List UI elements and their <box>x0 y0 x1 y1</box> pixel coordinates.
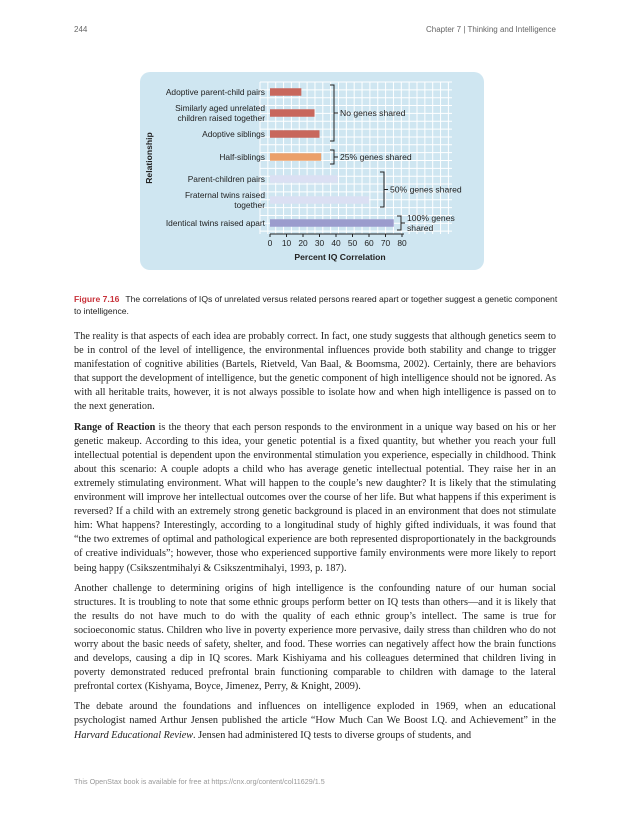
journal-title: Harvard Educational Review <box>74 729 194 741</box>
paragraph-4-text: The debate around the foundations and influences on intelligence exploded in 1969, when an educational psychologist named Arthur Jensen published the article “How Much Can We Boost I.Q. and Achievement” in the <box>74 701 556 727</box>
category-label: Adoptive siblings <box>202 129 265 139</box>
bar <box>270 88 301 96</box>
x-tick-label: 20 <box>298 238 308 248</box>
bar <box>270 196 369 204</box>
page-header <box>74 25 556 37</box>
figure-label: Figure 7.16 <box>74 294 120 304</box>
x-tick-label: 30 <box>314 238 325 248</box>
category-label: Fraternal twins raised together <box>184 189 265 211</box>
bar <box>270 175 338 183</box>
group-label: 25% genes shared <box>340 152 412 162</box>
x-axis-title: Percent IQ Correlation <box>294 252 386 262</box>
category-label: Parent-children pairs <box>187 174 265 184</box>
figure-caption <box>74 293 564 317</box>
x-tick-label: 70 <box>380 238 391 248</box>
category-label: Similarly aged unrelated children raised together <box>175 102 265 124</box>
group-label: 50% genes shared <box>390 184 462 195</box>
bar <box>270 219 394 227</box>
page-number: 244 <box>74 25 88 34</box>
paragraph-4-text-end: . Jensen had administered IQ tests to diverse groups of students, and <box>193 729 472 741</box>
bar <box>270 153 321 161</box>
bar <box>270 109 315 117</box>
x-tick-label: 0 <box>267 238 273 248</box>
paragraph-4 <box>74 700 556 742</box>
paragraph-2 <box>74 421 556 576</box>
group-label: No genes shared <box>340 108 406 118</box>
paragraph-3: Another challenge to determining origins of high intelligence is the confounding nature of our human social structures. It is troubling to note that some ethnic groups perform better on IQ tests than others—and it is likely that the results do not have much to do with the quality of each ethnic group’s intellect. The same is true for socioeconomic status. Children who live in poverty experience more pervasive, daily stress than children who do not worry about the basic needs of safety, shelter, and food. These worries can negatively affect how the brain functions and develops, causing a dip in IQ scores. Mark Kishiyama and his colleagues determined that children living in poverty demonstrated reduced prefrontal brain functioning comparable to children with damage to the lateral prefrontal cortex (Kishyama, Boyce, Jimenez, Perry, & Knight, 2009). <box>74 582 556 693</box>
bar <box>270 130 320 138</box>
term-range-of-reaction: Range of Reaction <box>74 421 156 433</box>
y-axis-title: Relationship <box>144 132 154 184</box>
paragraph-1: The reality is that aspects of each idea are probably correct. In fact, one study suggests that although genetics seem to be in control of the level of intelligence, the environmental influences provide both stability and change to trigger manifestation of cognitive abilities (Bartels, Rietveld, Van Baal, & Boomsma, 2002). Certainly, there are behaviors that support the development of intelligence, but the genetic component of high intelligence should not be ignored. As with all heritable traits, however, it is not always possible to isolate how and when high intelligence is passed on to the next generation. <box>74 331 556 413</box>
group-label: 100% genes shared <box>407 212 455 234</box>
page-footer: This OpenStax book is available for free at https://cnx.org/content/col11629/1.5 <box>74 777 325 786</box>
category-label: Adoptive parent-child pairs <box>165 87 265 97</box>
chapter-title: Chapter 7 | Thinking and Intelligence <box>425 25 556 34</box>
x-tick-label: 50 <box>347 238 358 248</box>
x-tick-label: 40 <box>331 238 341 248</box>
iq-correlation-chart <box>140 72 484 270</box>
category-label: Identical twins raised apart <box>165 218 265 228</box>
caption-text: The correlations of IQs of unrelated versus related persons reared apart or together suggest a genetic component to intelligence. <box>74 294 558 316</box>
body-text <box>74 330 556 749</box>
x-tick-label: 10 <box>281 238 292 248</box>
figure-7-16 <box>140 72 484 270</box>
paragraph-2-text: is the theory that each person responds to the environment in a unique way based on his or her genetic makeup. According to this idea, your genetic potential is a fixed quantity, but whether you reach your full intellectual potential is dependent upon the environmental stimulation you experience, especially in childhood. Think about this scenario: A couple adopts a child who has average genetic intellectual potential. They raise her in an extremely stimulating environment. What will happen to the couple’s new daughter? It is likely that the stimulating environment will improve her intellectual outcomes over the course of her life. But what happens if this experiment is reversed? If a child with an extremely strong genetic background is placed in an environment that does not stimulate him: What happens? Interestingly, according to a longitudinal study of highly gifted individuals, it was found that “the two extremes of optimal and pathological experience are both represented disproportionately in the backgrounds of creative individuals”; however, those who experienced supportive family environments were more likely to report being happy (Csikszentmihalyi & Csikszentmihalyi, 1993, p. 187). <box>74 421 556 574</box>
category-label: Half-siblings <box>219 152 265 162</box>
x-tick-label: 80 <box>397 238 407 248</box>
x-tick-label: 60 <box>364 238 374 248</box>
